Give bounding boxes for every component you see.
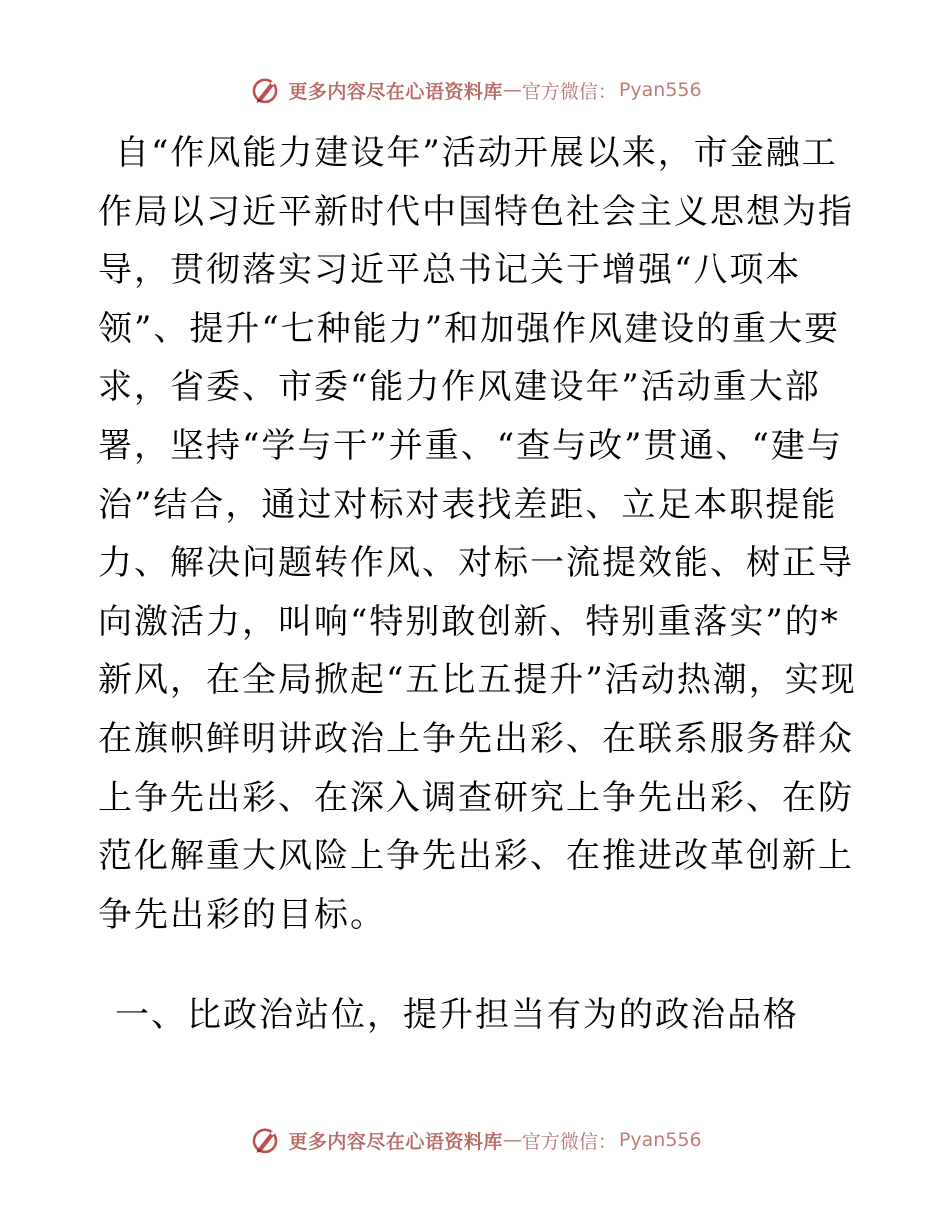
body-paragraph: 自“作风能力建设年”活动开展以来，市金融工作局以习近平新时代中国特色社会主义思想为指导，贯彻落实习近平总书记关于增强“八项本领”、提升“七种能力”和加强作风建设的重大要求，省委、市委“能力作风建设年”活动重大部署，坚持“学与干”并重、“查与改”贯通、“建与治”结合，通过对标对表找差距、立足本职提能力、解决问题转作风、对标一流提效能、树正导向激活力，叫响“特别敢创新、特别重落实”的*新风，在全局掀起“五比五提升”活动热潮，实现在旗帜鲜明讲政治上争先出彩、在联系服务群众上争先出彩、在深入调查研究上争先出彩、在防范化解重大风险上争先出彩、在推进改革创新上争先出彩的目标。	[98, 133, 857, 935]
pen-circle-logo-icon	[248, 73, 282, 107]
section-heading: 一、比政治站位，提升担当有为的政治品格	[115, 995, 799, 1036]
watermark-footer	[0, 1120, 950, 1160]
watermark-label: 官方微信：	[521, 1130, 617, 1153]
pen-circle-logo-icon	[248, 1123, 282, 1157]
watermark-brand: 更多内容尽在心语资料库	[288, 1130, 503, 1153]
watermark-label: 官方微信：	[521, 80, 617, 103]
watermark-separator: —	[502, 1129, 522, 1151]
watermark-separator: —	[502, 79, 522, 101]
watermark-wechat-id: Pyan556	[618, 1129, 702, 1151]
watermark-brand: 更多内容尽在心语资料库	[288, 80, 503, 103]
watermark-header	[0, 70, 950, 110]
document-body	[98, 124, 858, 1045]
watermark-wechat-id: Pyan556	[618, 79, 702, 101]
